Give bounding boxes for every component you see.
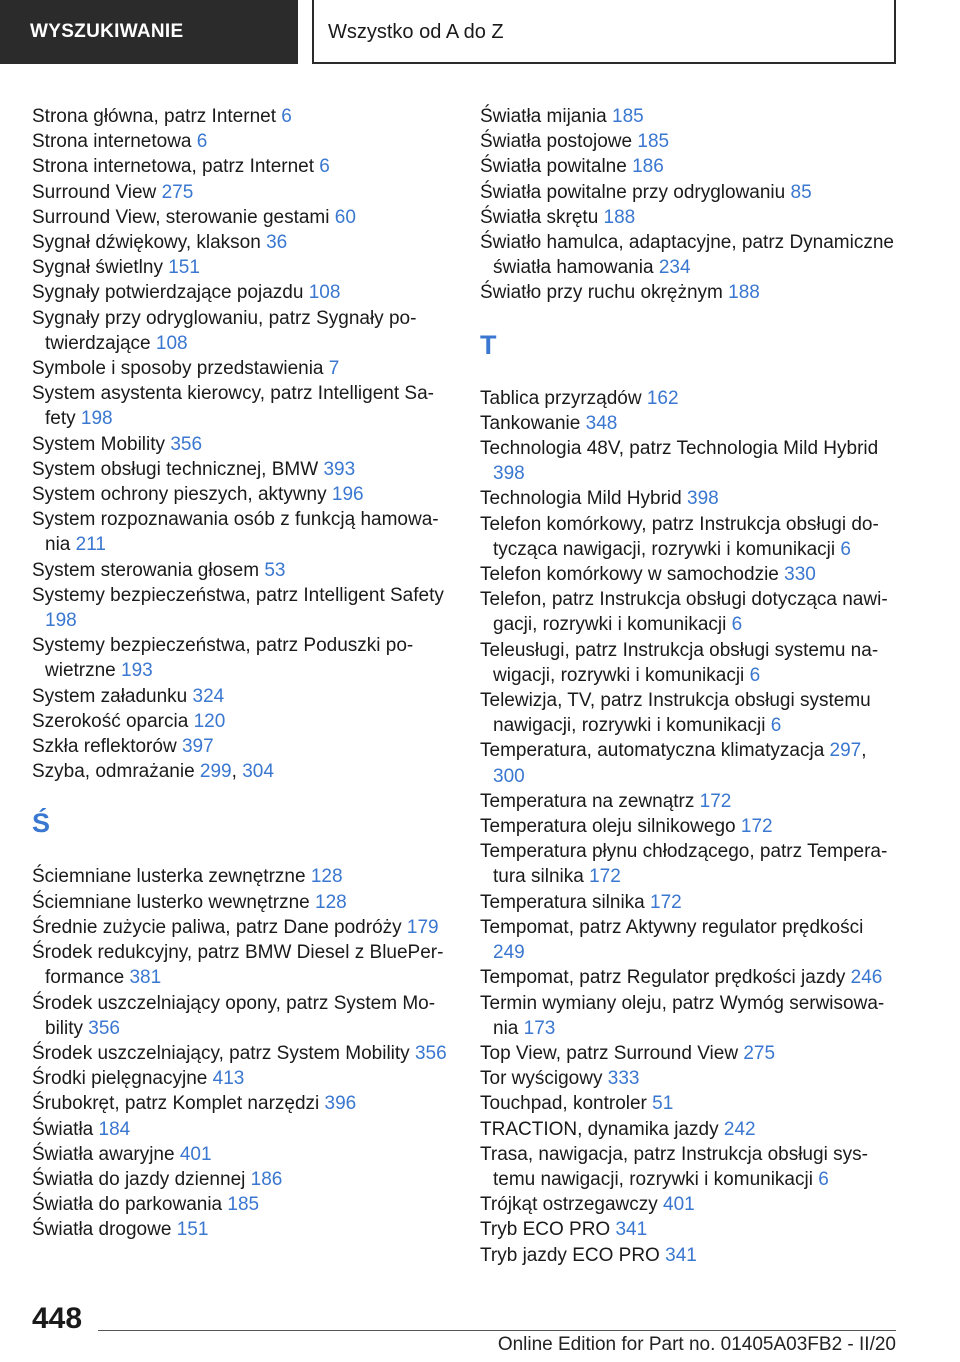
index-entry: [32, 180, 452, 205]
index-entry: [32, 583, 452, 633]
page-reference-link[interactable]: 275: [161, 181, 194, 203]
page-reference-link[interactable]: 356: [414, 1042, 447, 1064]
index-term: TRACTION, dynamika jazdy: [480, 1118, 724, 1140]
index-entry: [480, 965, 900, 990]
index-entry: [480, 386, 900, 411]
page-reference-link[interactable]: 6: [196, 131, 208, 153]
index-entry: [480, 129, 900, 154]
index-entry: [32, 129, 452, 154]
index-term: Temperatura, automatyczna klimatyzacja: [480, 740, 830, 762]
index-entry: [32, 1066, 452, 1091]
index-entry: [32, 104, 452, 129]
index-term: Touchpad, kontroler: [480, 1093, 653, 1115]
index-term: Sygnał świetlny: [32, 257, 169, 279]
page-reference-link[interactable]: 324: [192, 685, 225, 707]
page-reference-link[interactable]: 275: [743, 1042, 776, 1064]
page-reference-link[interactable]: 162: [646, 387, 679, 409]
page-reference-link[interactable]: 6: [840, 538, 851, 560]
index-term: System Mobility: [32, 433, 171, 455]
index-entry: [32, 1041, 452, 1066]
page-reference-link[interactable]: 401: [663, 1194, 695, 1216]
index-term: Sygnały przy odryglowaniu, patrz Sygnały potwierdzające: [32, 307, 417, 354]
page-reference-link[interactable]: 193: [121, 660, 153, 682]
index-term: System załadunku: [32, 685, 193, 707]
index-term: Trójkąt ostrzegawczy: [480, 1194, 664, 1216]
page-reference-link[interactable]: 398: [493, 463, 525, 485]
index-term: Ściemniane lusterko wewnętrzne: [32, 891, 316, 913]
index-entry: [480, 154, 900, 179]
chapter-title: Wszystko od A do Z: [312, 0, 896, 64]
index-entry: [480, 915, 900, 965]
index-term: Środki pielęgnacyjne: [32, 1068, 213, 1090]
page-reference-link[interactable]: 151: [176, 1219, 209, 1241]
page-reference-link[interactable]: 172: [650, 891, 682, 913]
page-reference-link[interactable]: 211: [75, 534, 106, 556]
page-reference-link[interactable]: 60: [334, 206, 356, 228]
page-reference-link[interactable]: 6: [770, 715, 782, 737]
page-reference-link[interactable]: 299: [199, 761, 232, 783]
page-reference-link[interactable]: 6: [731, 614, 743, 636]
index-entry: [480, 890, 900, 915]
page-reference-link[interactable]: 128: [310, 866, 343, 888]
index-entry: [32, 684, 452, 709]
page-reference-link[interactable]: 330: [784, 564, 816, 586]
index-entry: [480, 1041, 900, 1066]
index-entry: [480, 814, 900, 839]
page-reference-link[interactable]: 53: [264, 559, 286, 581]
index-term: Światła postojowe: [480, 131, 638, 153]
index-entry: [32, 255, 452, 280]
index-term: Średnie zużycie paliwa, patrz Dane podróży: [32, 916, 407, 938]
index-entry: [32, 457, 452, 482]
index-entry: [32, 1192, 452, 1217]
index-term: Szyba, odmrażanie: [32, 761, 200, 783]
index-term: Środek uszczelniający opony, patrz System Mobility: [32, 992, 436, 1039]
index-entry: [480, 411, 900, 436]
index-entry: [480, 512, 900, 562]
index-entry: [32, 205, 452, 230]
index-entry: [480, 1192, 900, 1217]
page-reference-link[interactable]: 188: [603, 206, 636, 228]
page-reference-link[interactable]: 198: [80, 408, 113, 430]
page-reference-link[interactable]: 297: [829, 740, 862, 762]
index-entry: [32, 864, 452, 889]
index-term: Szkła reflektorów: [32, 736, 182, 758]
index-entry: [32, 381, 452, 431]
index-entry: [480, 104, 900, 129]
index-entry: [480, 562, 900, 587]
index-term: Strona internetowa: [32, 131, 197, 153]
page-reference-link[interactable]: 108: [308, 282, 341, 304]
page-reference-link[interactable]: 85: [790, 181, 812, 203]
page-reference-link[interactable]: 341: [665, 1244, 697, 1266]
page-reference-link[interactable]: 397: [181, 736, 214, 758]
index-entry: [480, 180, 900, 205]
index-term: Światło przy ruchu okrężnym: [480, 282, 729, 304]
page-reference-link[interactable]: 6: [281, 106, 292, 127]
index-term: Tempomat, patrz Regulator prędkości jazdy: [480, 967, 851, 989]
index-term: Systemy bezpieczeństwa, patrz Intelligent Safety: [32, 584, 444, 606]
index-entry: [32, 280, 452, 305]
index-term: Środek redukcyjny, patrz BMW Diesel z BluePerformance: [32, 942, 444, 989]
index-term: Światła: [32, 1118, 99, 1140]
page-reference-link[interactable]: 186: [632, 156, 664, 178]
edition-note: Online Edition for Part no. 01405A03FB2 - II/20: [497, 1334, 896, 1355]
index-entry: [32, 1117, 452, 1142]
page-reference-link[interactable]: 398: [687, 488, 719, 510]
index-entry: [480, 1217, 900, 1242]
index-entry: [32, 709, 452, 734]
index-term: Śrubokręt, patrz Komplet narzędzi: [32, 1093, 325, 1115]
page-reference-link[interactable]: 401: [179, 1143, 212, 1165]
index-term: Telefon komórkowy, patrz Instrukcja obsługi dotycząca nawigacji, rozrywki i komunikacji: [480, 513, 879, 560]
section-tab: WYSZUKIWANIE: [0, 0, 298, 64]
index-entry: [480, 1243, 900, 1268]
page-reference-link[interactable]: 120: [193, 710, 226, 732]
index-entry: [480, 280, 900, 305]
page-reference-link[interactable]: 6: [818, 1168, 829, 1190]
index-term: Ściemniane lusterka zewnętrzne: [32, 866, 311, 888]
index-term: Symbole i sposoby przedstawienia: [32, 358, 329, 380]
index-term: Termin wymiany oleju, patrz Wymóg serwisowania: [480, 992, 885, 1039]
page-reference-link[interactable]: 242: [723, 1118, 756, 1140]
index-entry: [32, 558, 452, 583]
index-entry: [480, 688, 900, 738]
index-term: Tryb jazdy ECO PRO: [480, 1244, 666, 1266]
index-term: Surround View, sterowanie gestami: [32, 206, 335, 228]
index-term: Sygnały potwierdzające pojazdu: [32, 282, 309, 304]
index-term: Systemy bezpieczeństwa, patrz Poduszki powietrzne: [32, 635, 414, 682]
page-reference-link[interactable]: 246: [850, 967, 883, 989]
index-entry: [32, 1217, 452, 1242]
page-reference-link[interactable]: 179: [406, 916, 439, 938]
page-reference-link[interactable]: 381: [129, 967, 162, 989]
page-reference-link[interactable]: 300: [493, 765, 525, 787]
index-term: Światła drogowe: [32, 1219, 177, 1241]
index-entry: [32, 633, 452, 683]
index-term: Trasa, nawigacja, patrz Instrukcja obsługi systemu nawigacji, rozrywki i komunikacji: [480, 1143, 868, 1190]
index-entry: [32, 1167, 452, 1192]
index-term: Teleusługi, patrz Instrukcja obsługi systemu nawigacji, rozrywki i komunikacji: [480, 639, 879, 686]
page-reference-link[interactable]: 185: [637, 131, 670, 153]
page-reference-link[interactable]: 108: [155, 332, 188, 354]
footer-divider: [98, 1330, 896, 1331]
page-reference-link[interactable]: 348: [585, 412, 618, 434]
page-reference-link[interactable]: 356: [170, 433, 203, 455]
index-entry: [32, 306, 452, 356]
index-column-left: [32, 104, 452, 1243]
page-reference-link[interactable]: 356: [88, 1017, 120, 1039]
index-term: Światła powitalne: [480, 156, 633, 178]
index-term: Telewizja, TV, patrz Instrukcja obsługi systemu nawigacji, rozrywki i komunikacji: [480, 690, 871, 737]
index-term: Światła mijania: [480, 106, 612, 127]
page-reference-link[interactable]: 396: [324, 1093, 357, 1115]
index-term: Technologia Mild Hybrid: [480, 488, 687, 510]
index-term: Szerokość oparcia: [32, 710, 194, 732]
index-term: Top View, patrz Surround View: [480, 1042, 744, 1064]
index-entry: [32, 507, 452, 557]
index-entry: [480, 587, 900, 637]
page-reference-link[interactable]: 185: [227, 1194, 260, 1216]
index-term: Światła skrętu: [480, 206, 604, 228]
page-reference-link[interactable]: 198: [45, 610, 77, 632]
index-entry: [32, 1142, 452, 1167]
index-term: Tor wyścigowy: [480, 1068, 608, 1090]
page-reference-link[interactable]: 51: [652, 1093, 674, 1115]
page-reference-link[interactable]: 249: [493, 942, 525, 964]
index-entry: [32, 482, 452, 507]
page-reference-link[interactable]: 128: [315, 891, 347, 913]
page-header: [0, 0, 960, 66]
index-entry: [32, 890, 452, 915]
index-term: Temperatura płynu chłodzącego, patrz Temperatura silnika: [480, 841, 888, 888]
page-reference-link[interactable]: 184: [98, 1118, 131, 1140]
page-reference-link[interactable]: 185: [612, 106, 644, 127]
page-reference-link[interactable]: 36: [266, 232, 288, 254]
page-reference-link[interactable]: 393: [323, 458, 356, 480]
index-entry: Szyba, odmrażanie 299, 304: [32, 761, 274, 783]
index-entry: [32, 154, 452, 179]
page-footer: [0, 1290, 960, 1362]
page-reference-link[interactable]: 172: [589, 866, 621, 888]
page-number: 448: [32, 1302, 83, 1335]
index-entry: [480, 205, 900, 230]
index-term: Tankowanie: [480, 412, 586, 434]
index-term: Światła do jazdy dziennej: [32, 1168, 251, 1190]
index-letter-heading: Ś: [32, 808, 51, 839]
page-reference-link[interactable]: 234: [658, 257, 691, 279]
index-entry: [32, 991, 452, 1041]
index-entry: Temperatura, automatyczna klimatyzacja 297, 300: [480, 740, 867, 787]
index-term: Telefon komórkowy w samochodzie: [480, 564, 785, 586]
index-entry: [32, 230, 452, 255]
page-reference-link[interactable]: 196: [331, 484, 364, 506]
index-entry: [32, 940, 452, 990]
page-reference-link[interactable]: 188: [728, 282, 760, 304]
index-entry: [480, 486, 900, 511]
index-term: Temperatura na zewnątrz: [480, 790, 700, 812]
index-term: Światła awaryjne: [32, 1143, 180, 1165]
index-term: Tempomat, patrz Aktywny regulator prędkości: [480, 916, 864, 938]
index-entry: [480, 436, 900, 486]
index-entry: [32, 432, 452, 457]
index-term: Światła do parkowania: [32, 1194, 228, 1216]
index-term: Technologia 48V, patrz Technologia Mild Hybrid: [480, 438, 879, 460]
index-entry: [480, 789, 900, 814]
index-term: System sterowania głosem: [32, 559, 265, 581]
index-entry: [32, 1091, 452, 1116]
index-term: Strona internetowa, patrz Internet: [32, 156, 320, 178]
page-reference-link[interactable]: 173: [523, 1017, 556, 1039]
page-reference-link[interactable]: 151: [168, 257, 200, 279]
index-term: Temperatura silnika: [480, 891, 651, 913]
index-term: Tablica przyrządów: [480, 387, 647, 409]
index-entry: [32, 915, 452, 940]
page-reference-link[interactable]: 333: [607, 1068, 640, 1090]
index-term: System asystenta kierowcy, patrz Intelligent Safety: [32, 383, 434, 430]
page-reference-link[interactable]: 7: [328, 358, 340, 380]
index-term: Środek uszczelniający, patrz System Mobility: [32, 1042, 415, 1064]
index-term: System rozpoznawania osób z funkcją hamowania: [32, 509, 439, 556]
index-entry: [32, 356, 452, 381]
index-entry: [480, 1117, 900, 1142]
index-column-right: [480, 104, 900, 1268]
index-entry: [480, 1091, 900, 1116]
index-entry: [480, 1142, 900, 1192]
index-entry: [480, 991, 900, 1041]
page-reference-link[interactable]: 341: [615, 1219, 648, 1241]
index-term: Tryb ECO PRO: [480, 1219, 616, 1241]
page-reference-link[interactable]: 413: [212, 1068, 245, 1090]
page-reference-link[interactable]: 172: [740, 816, 773, 838]
index-entry: [480, 1066, 900, 1091]
page-reference-link[interactable]: 186: [250, 1168, 283, 1190]
index-term: Światła powitalne przy odryglowaniu: [480, 181, 791, 203]
page-reference-link[interactable]: 304: [242, 761, 274, 783]
index-term: Temperatura oleju silnikowego: [480, 816, 741, 838]
index-term: System ochrony pieszych, aktywny: [32, 484, 332, 506]
index-entry: [480, 638, 900, 688]
index-term: Światło hamulca, adaptacyjne, patrz Dynamiczne światła hamowania: [480, 232, 894, 279]
index-entry: [32, 734, 452, 759]
index-entry: [480, 839, 900, 889]
index-term: Telefon, patrz Instrukcja obsługi dotycząca nawigacji, rozrywki i komunikacji: [480, 589, 888, 636]
index-term: Sygnał dźwiękowy, klakson: [32, 232, 267, 254]
page-reference-link[interactable]: 6: [749, 664, 761, 686]
index-letter-heading: T: [480, 329, 497, 360]
index-term: Surround View: [32, 181, 162, 203]
page-reference-link[interactable]: 172: [699, 790, 732, 812]
page-reference-link[interactable]: 6: [319, 156, 330, 178]
index-term: System obsługi technicznej, BMW: [32, 458, 324, 480]
index-term: Strona główna, patrz Internet: [32, 106, 282, 127]
index-entry: [480, 230, 900, 280]
